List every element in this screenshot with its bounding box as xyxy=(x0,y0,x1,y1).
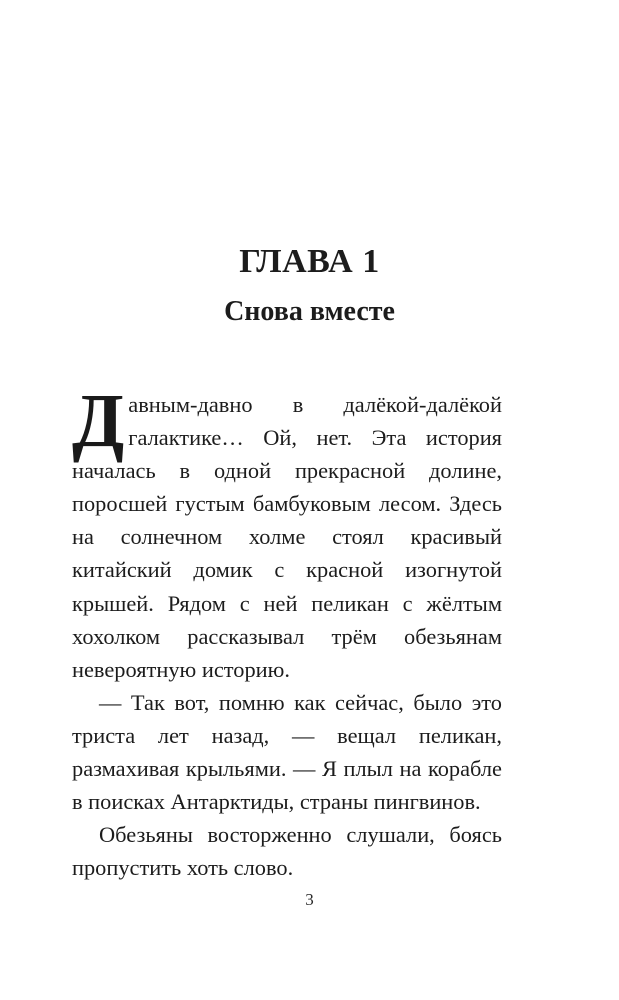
page-number: 3 xyxy=(305,890,314,909)
paragraph-1 xyxy=(72,379,502,686)
drop-cap: Д xyxy=(72,379,125,463)
paragraph-1-text: авным-давно в далёкой-далёкой галактике… Ой, нет. Эта история началась в одной прекрасной долине, поросшей густым бамбуковым лесом. Здесь на солнечном холме стоял красивый китайский домик с красной изогнутой крышей. Рядом с ней пеликан с жёлтым хохолком рассказывал трём обезьянам невероятную историю. xyxy=(72,392,502,682)
chapter-heading: ГЛАВА 1 xyxy=(239,243,380,280)
chapter-title: Снова вместе xyxy=(224,296,395,327)
chapter-body xyxy=(72,379,502,884)
paragraph-3: Обезьяны восторженно слушали, боясь пропустить хоть слово. xyxy=(72,822,502,881)
paragraph-2: — Так вот, помню как сейчас, было это триста лет назад, — вещал пеликан, размахивая крыльями. — Я плыл на корабле в поисках Антарктиды, страны пингвинов. xyxy=(72,689,502,815)
